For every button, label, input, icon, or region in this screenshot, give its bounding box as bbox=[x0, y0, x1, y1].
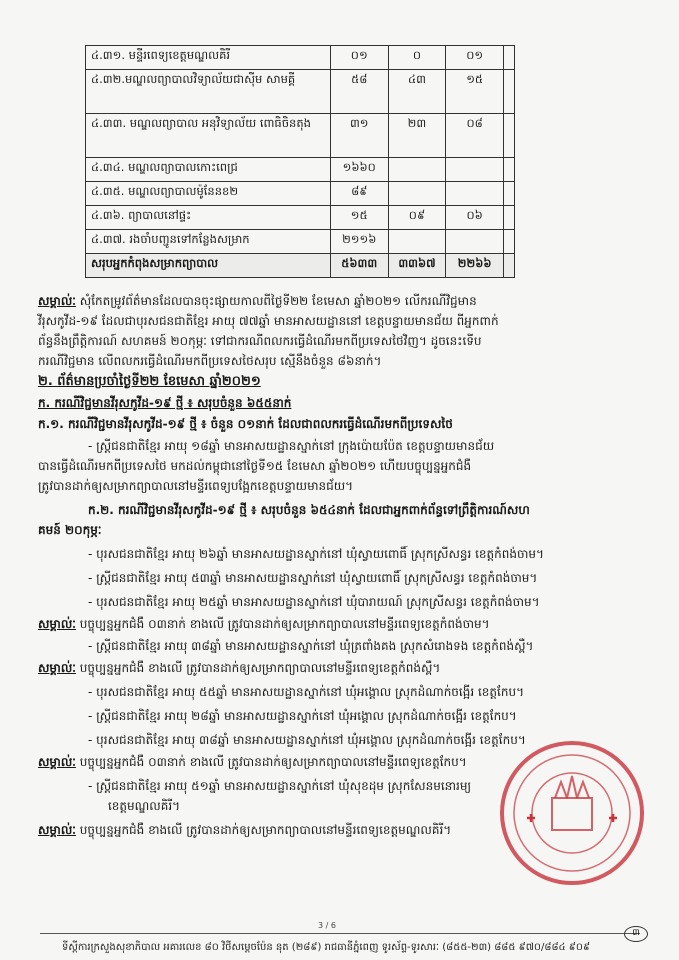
count-cell bbox=[446, 182, 504, 206]
case-item: - ស្ត្រីជនជាតិខ្មែរ អាយុ ៥១ឆ្នាំ មានអាសយដ្ឋានស្នាក់នៅ ឃុំសុខដុម ស្រុកសែនមនោរម្យ bbox=[88, 779, 472, 793]
case-a1-line2: បានធ្វើដំណើរមកពីប្រទេសថៃ មកដល់កម្ពុជានៅថ្ងៃទី១៥ ខែមេសា ឆ្នាំ២០២១ ហើយបច្ចុប្បន្នអ្នកជំងឺ bbox=[38, 459, 472, 473]
count-cell: ៥៨ bbox=[330, 70, 388, 114]
note-label: សម្គាល់ៈ bbox=[38, 661, 76, 675]
subsection-a2-heading-cont: គមន៍ ២០កុម្ភៈ bbox=[38, 523, 102, 537]
note-text: បច្ចុប្បន្នអ្នកជំងឺ ខាងលើ ត្រូវបានដាក់ឲ្យសម្រាកព្យាបាលនៅមន្ទីរពេទ្យខេត្តកំពង់ស្ពឺ។ bbox=[79, 661, 441, 675]
blank-cell bbox=[503, 206, 514, 230]
note-text: សុំកែតម្រូវព័ត៌មានដែលបានចុះផ្សាយកាលពីថ្ងៃទី២២ ខែមេសា ឆ្នាំ២០២១ លើករណីវិជ្ជមាន bbox=[79, 294, 477, 308]
count-cell: ០៦ bbox=[446, 206, 504, 230]
blank-cell bbox=[503, 230, 514, 254]
facility-name-cell: ៤.៣៥. មណ្ឌលព្យាបាលម៉ូនែនខ២ bbox=[86, 182, 331, 206]
count-cell: ៨៩ bbox=[330, 182, 388, 206]
note-row bbox=[38, 752, 467, 772]
note-row bbox=[38, 658, 440, 678]
case-item: - បុរសជនជាតិខ្មែរ អាយុ ៥៥ឆ្នាំ មានអាសយដ្ឋានស្នាក់នៅ ឃុំអង្គោល ស្រុកដំណាក់ចង្អើរ ខេត្តកែប។ bbox=[88, 685, 524, 699]
count-cell: ០៨ bbox=[446, 114, 504, 158]
note-correction-line3: ព័ន្ធនឹងព្រឹត្តិការណ៍ សហគមន៍ ២០កុម្ភៈ ទៅជាករណីពលករធ្វើដំណើរមកពីប្រទេសថៃវិញ។ ដូចនេះទើប bbox=[38, 334, 482, 348]
count-cell: ១៦៦០ bbox=[330, 158, 388, 182]
case-item: - បុរសជនជាតិខ្មែរ អាយុ ២៥ឆ្នាំ មានអាសយដ្ឋានស្នាក់នៅ ឃុំបារាយណ៍ ស្រុកស្រីសន្ធរ ខេត្តកំពង់ចាម។ bbox=[88, 595, 540, 609]
note-label: សម្គាល់ៈ bbox=[38, 294, 76, 308]
count-cell bbox=[388, 158, 446, 182]
note-correction-line2: វីរុសកូវីដ-១៩ ដែលជាបុរសជនជាតិខ្មែរ អាយុ ៧៧ឆ្នាំ មានអាសយដ្ឋាននៅ ខេត្តបន្ទាយមានជ័យ ពីអ្នកពាក់ bbox=[38, 314, 499, 328]
total-cell: ២២៦៦ bbox=[446, 254, 504, 278]
count-cell: ១៥ bbox=[330, 206, 388, 230]
blank-cell bbox=[503, 158, 514, 182]
facility-name-cell: ៤.៣៦. ព្យាបាលនៅផ្ទះ bbox=[86, 206, 331, 230]
blank-cell bbox=[503, 70, 514, 114]
subsection-a-heading: ក. ករណីវិជ្ជមានវីរុសកូវីដ-១៩ ថ្មី ៖ សរុបចំនួន ៦៥៥នាក់ bbox=[38, 396, 292, 410]
facility-name-cell: ៤.៣៤. មណ្ឌលព្យាបាលកោះពេជ្រ bbox=[86, 158, 331, 182]
table-row bbox=[86, 206, 515, 230]
count-cell: ៣១ bbox=[330, 114, 388, 158]
count-cell: ១៥ bbox=[446, 70, 504, 114]
subsection-a2-heading: ក.២. ករណីវិជ្ជមានវីរុសកូវីដ-១៩ ថ្មី ៖ សរុបចំនួន ៦៥៤នាក់ ដែលជាអ្នកពាក់ព័ន្ធទៅព្រឹត្តិការណ៍សហ bbox=[88, 503, 530, 517]
table-row bbox=[86, 70, 515, 114]
note-correction-line4: ករណីវិជ្ជមាន លើពលករធ្វើដំណើរមកពីប្រទេសថៃសរុប ស្មើនឹងចំនួន ៨៦នាក់។ bbox=[38, 354, 382, 368]
case-item: - ស្ត្រីជនជាតិខ្មែរ អាយុ ២៨ឆ្នាំ មានអាសយដ្ឋានស្នាក់នៅ ឃុំអង្គោល ស្រុកដំណាក់ចង្អើរ ខេត្តកែប។ bbox=[88, 709, 517, 723]
count-cell: ០១ bbox=[330, 46, 388, 70]
count-cell: ០៩ bbox=[388, 206, 446, 230]
note-text: បច្ចុប្បន្នអ្នកជំងឺ ០៣នាក់ ខាងលើ ត្រូវបានដាក់ឲ្យសម្រាកព្យាបាលនៅមន្ទីរពេទ្យខេត្តកែប។ bbox=[79, 755, 467, 769]
case-a1-line3: ត្រូវបានដាក់ឲ្យសម្រាកព្យាបាលនៅមន្ទីរពេទ្យបង្អែកខេត្តបន្ទាយមានជ័យ។ bbox=[38, 479, 354, 493]
blank-cell bbox=[503, 254, 514, 278]
section-2-heading: ២. ព័ត៌មានប្រចាំថ្ងៃទី២២ ខែមេសា ឆ្នាំ២០២១ bbox=[38, 374, 261, 389]
total-label-cell: សរុបអ្នកកំពុងសម្រាកព្យាបាល bbox=[86, 254, 331, 278]
subsection-a1-heading: ក.១. ករណីវិជ្ជមានវីរុសកូវីដ-១៩ ថ្មី ៖ ចំនួន ០១នាក់ ដែលជាពលករធ្វើដំណើរមកពីប្រទេសថៃ bbox=[38, 417, 453, 431]
table-row bbox=[86, 230, 515, 254]
table-total-row bbox=[86, 254, 515, 278]
facility-name-cell: ៤.៣៣. មណ្ឌលព្យាបាល អនុវិទ្យាល័យ ពោធិចិនតុង bbox=[86, 114, 331, 158]
facility-name-cell: ៤.៣២.មណ្ឌលព្យាបាលវិទ្យាល័យជាស៊ីម សាមគ្គី bbox=[86, 70, 331, 114]
total-cell: ៣៣៦៧ bbox=[388, 254, 446, 278]
facility-name-cell: ៤.៣១. មន្ទីរពេទ្យខេត្តមណ្ឌលគិរី bbox=[86, 46, 331, 70]
total-cell: ៥៦៣៣ bbox=[330, 254, 388, 278]
count-cell bbox=[388, 182, 446, 206]
count-cell: ២៣ bbox=[388, 114, 446, 158]
count-cell bbox=[388, 230, 446, 254]
case-item: - បុរសជនជាតិខ្មែរ អាយុ ២៦ឆ្នាំ មានអាសយដ្ឋានស្នាក់នៅ ឃុំស្វាយពោធិ៍ ស្រុកស្រីសន្ធរ ខេត្តកំពង់ចាម។ bbox=[88, 547, 544, 561]
table-row bbox=[86, 114, 515, 158]
official-seal-icon bbox=[497, 738, 647, 888]
count-cell: ០ bbox=[388, 46, 446, 70]
note-label: សម្គាល់ៈ bbox=[38, 755, 76, 769]
note-text: បច្ចុប្បន្នអ្នកជំងឺ ០៣នាក់ ខាងលើ ត្រូវបានដាក់ឲ្យសម្រាកព្យាបាលនៅមន្ទីរពេទ្យខេត្តកំពង់ចាម។ bbox=[79, 617, 490, 631]
blank-cell bbox=[503, 114, 514, 158]
table-row bbox=[86, 46, 515, 70]
treatment-table bbox=[85, 45, 515, 278]
count-cell: ០១ bbox=[446, 46, 504, 70]
case-item-cont: ខេត្តមណ្ឌលគិរី។ bbox=[108, 799, 181, 813]
facility-name-cell: ៤.៣៧. រងចាំបញ្ជូនទៅកន្លែងសម្រាក bbox=[86, 230, 331, 254]
count-cell bbox=[446, 158, 504, 182]
note-text: បច្ចុប្បន្នអ្នកជំងឺ ខាងលើ ត្រូវបានដាក់ឲ្យសម្រាកព្យាបាលនៅមន្ទីរពេទ្យខេត្តមណ្ឌលគិរី។ bbox=[79, 823, 452, 837]
table-row bbox=[86, 158, 515, 182]
note-label: សម្គាល់ៈ bbox=[38, 823, 76, 837]
blank-cell bbox=[503, 182, 514, 206]
count-cell bbox=[446, 230, 504, 254]
blank-cell bbox=[503, 46, 514, 70]
case-item: - បុរសជនជាតិខ្មែរ អាយុ ៣៨ឆ្នាំ មានអាសយដ្ឋានស្នាក់នៅ ឃុំអង្គោល ស្រុកដំណាក់ចង្អើរ ខេត្តកែប។ bbox=[88, 733, 526, 747]
count-cell: ២១១៦ bbox=[330, 230, 388, 254]
table-row bbox=[86, 182, 515, 206]
note-row bbox=[38, 820, 451, 840]
page-number: 3 / 6 bbox=[318, 921, 336, 930]
note-row bbox=[38, 614, 490, 634]
note-label: សម្គាល់ៈ bbox=[38, 617, 76, 631]
case-item: - ស្ត្រីជនជាតិខ្មែរ អាយុ ៥៣ឆ្នាំ មានអាសយដ្ឋានស្នាក់នៅ ឃុំស្វាយពោធិ៍ ស្រុកស្រីសន្ធរ ខេត្តកំពង់ចាម។ bbox=[88, 571, 538, 585]
footer-contact: ទីស្តីការក្រសួងសុខាភិបាល អគារលេខ ៨០ វិថីសម្តេចប៉ែន នុត (២៨៩) រាជធានីភ្នំពេញ ទូរស័ព្ទ-ទូរសារៈ (៨៥៥-២៣) ៨៨៥ ៩៧០/៨៨៤ ៩០៩ bbox=[62, 942, 591, 953]
count-cell: ៤៣ bbox=[388, 70, 446, 114]
case-item: - ស្ត្រីជនជាតិខ្មែរ អាយុ ៣៨ឆ្នាំ មានអាសយដ្ឋានស្នាក់នៅ ឃុំត្រពាំងគង ស្រុកសំរោងទង ខេត្តកំពង់ស្ពឺ។ bbox=[88, 639, 534, 653]
footer-divider bbox=[40, 933, 640, 934]
corner-page-mark: ៣ bbox=[624, 926, 648, 942]
note-correction-line1 bbox=[38, 291, 477, 311]
case-a1-line1: - ស្ត្រីជនជាតិខ្មែរ អាយុ ១៨ឆ្នាំ មានអាសយដ្ឋានស្នាក់នៅ ក្រុងប៉ោយប៉ែត ខេត្តបន្ទាយមានជ័យ bbox=[88, 439, 495, 453]
